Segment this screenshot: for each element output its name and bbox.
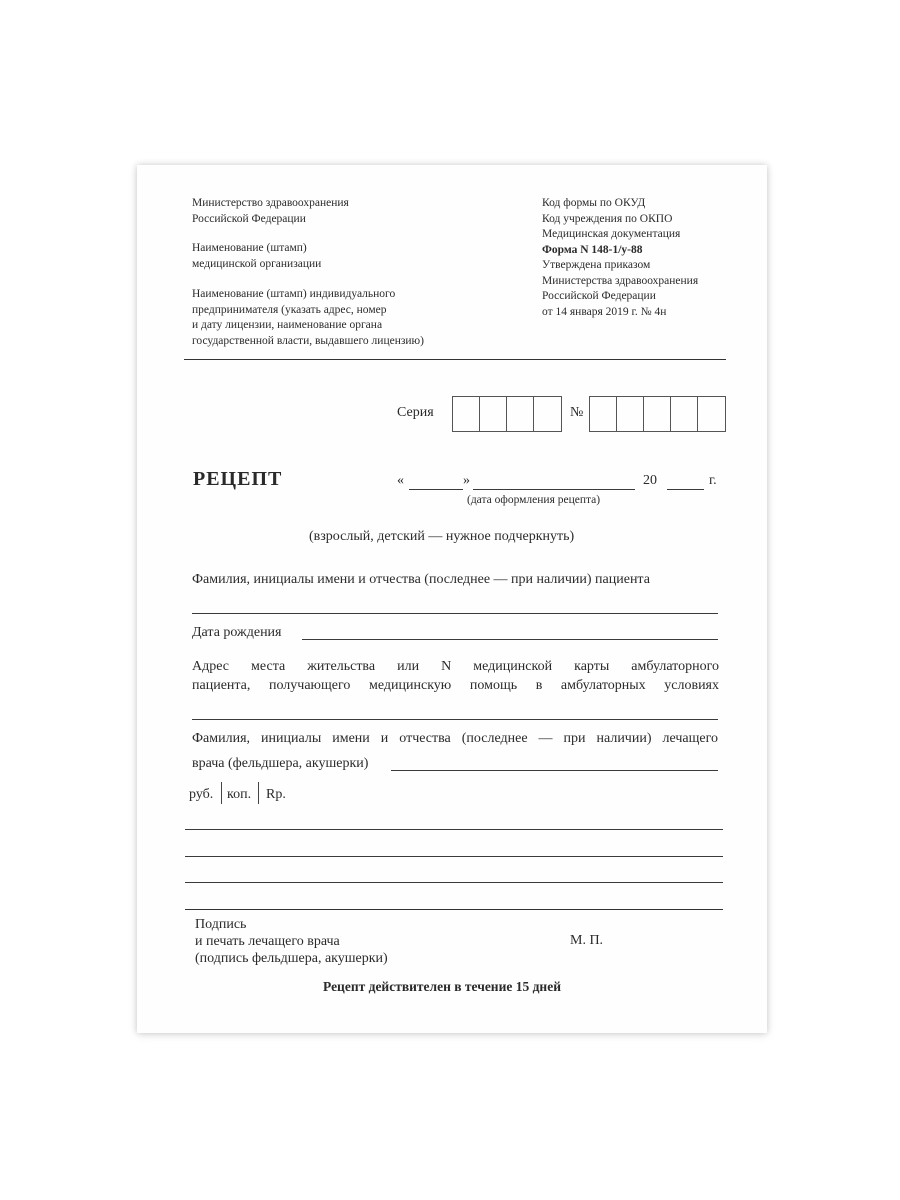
signature-line: и печать лечащего врача: [195, 934, 340, 949]
okpo-label: Код учреждения по ОКПО: [542, 212, 673, 225]
form-codes-block: [542, 196, 698, 320]
ip-line: государственной власти, выдавшего лицензию): [192, 334, 424, 347]
organization-stamp-block: [192, 241, 321, 272]
order-date: от 14 января 2019 г. № 4н: [542, 305, 667, 318]
ministry-line: Министерство здравоохранения: [192, 197, 349, 209]
number-label: №: [570, 405, 584, 420]
approval-line: Утверждена приказом: [542, 259, 651, 271]
date-open-quote: «: [397, 473, 404, 488]
address-label-line2: пациента, получающего медицинскую помощь в амбулаторных условиях: [192, 678, 719, 693]
series-digit-box[interactable]: [534, 397, 561, 431]
series-boxes[interactable]: [452, 396, 562, 432]
ministry-block: [192, 196, 349, 227]
form-number: Форма N 148-1/у-88: [542, 243, 643, 256]
date-caption: (дата оформления рецепта): [467, 494, 601, 506]
signature-block: [195, 916, 388, 967]
prescription-line[interactable]: [185, 829, 723, 830]
rp-label: Rp.: [266, 787, 286, 802]
ip-line: предпринимателя (указать адрес, номер: [192, 303, 387, 316]
patient-name-line[interactable]: [192, 613, 718, 614]
date-year-suffix: г.: [709, 473, 717, 488]
rub-label: руб.: [189, 787, 214, 802]
birth-date-label: Дата рождения: [192, 625, 282, 640]
prescription-line[interactable]: [185, 909, 723, 910]
series-label: Серия: [397, 405, 434, 420]
patient-type-note: (взрослый, детский — нужное подчеркнуть): [309, 529, 575, 544]
ministry-line: Российской Федерации: [192, 212, 306, 225]
approval-line: Министерства здравоохранения: [542, 274, 699, 287]
address-line[interactable]: [192, 719, 718, 720]
date-month-line[interactable]: [473, 489, 635, 490]
prescription-title: РЕЦЕПТ: [193, 468, 283, 490]
kop-label: коп.: [227, 787, 252, 802]
number-boxes[interactable]: [589, 396, 726, 432]
number-digit-box[interactable]: [698, 397, 725, 431]
series-digit-box[interactable]: [453, 397, 480, 431]
validity-note: Рецепт действителен в течение 15 дней: [323, 979, 561, 994]
header-divider: [184, 359, 726, 360]
number-digit-box[interactable]: [617, 397, 644, 431]
number-digit-box[interactable]: [644, 397, 671, 431]
date-close-quote: »: [463, 473, 470, 488]
series-digit-box[interactable]: [507, 397, 534, 431]
signature-line: Подпись: [195, 917, 247, 932]
address-label-line1: Адрес места жительства или N медицинской карты амбулаторного: [192, 659, 719, 674]
org-line: медицинской организации: [192, 257, 322, 270]
doctor-name-line[interactable]: [391, 770, 718, 771]
med-doc-label: Медицинская документация: [542, 228, 681, 240]
number-digit-box[interactable]: [671, 397, 698, 431]
doctor-label-line2: врача (фельдшера, акушерки): [192, 756, 369, 771]
doctor-label-line1: Фамилия, инициалы имени и отчества (последнее — при наличии) лечащего: [192, 731, 718, 746]
ip-line: и дату лицензии, наименование органа: [192, 319, 383, 331]
birth-date-line[interactable]: [302, 639, 718, 640]
kop-rp-divider: [258, 782, 259, 804]
rub-kop-divider: [221, 782, 222, 804]
prescription-form-sheet: [137, 165, 767, 1033]
stamp-place-label: М. П.: [570, 933, 604, 948]
signature-line: (подпись фельдшера, акушерки): [195, 951, 388, 966]
number-digit-box[interactable]: [590, 397, 617, 431]
prescription-line[interactable]: [185, 856, 723, 857]
ip-line: Наименование (штамп) индивидуального: [192, 288, 396, 300]
entrepreneur-stamp-block: [192, 287, 424, 349]
patient-name-label: Фамилия, инициалы имени и отчества (последнее — при наличии) пациента: [192, 572, 650, 587]
date-year-prefix: 20: [643, 473, 657, 488]
okud-label: Код формы по ОКУД: [542, 197, 646, 209]
approval-line: Российской Федерации: [542, 290, 656, 302]
series-digit-box[interactable]: [480, 397, 507, 431]
org-line: Наименование (штамп): [192, 242, 307, 254]
date-year-line[interactable]: [667, 489, 704, 490]
prescription-line[interactable]: [185, 882, 723, 883]
date-day-line[interactable]: [409, 489, 463, 490]
